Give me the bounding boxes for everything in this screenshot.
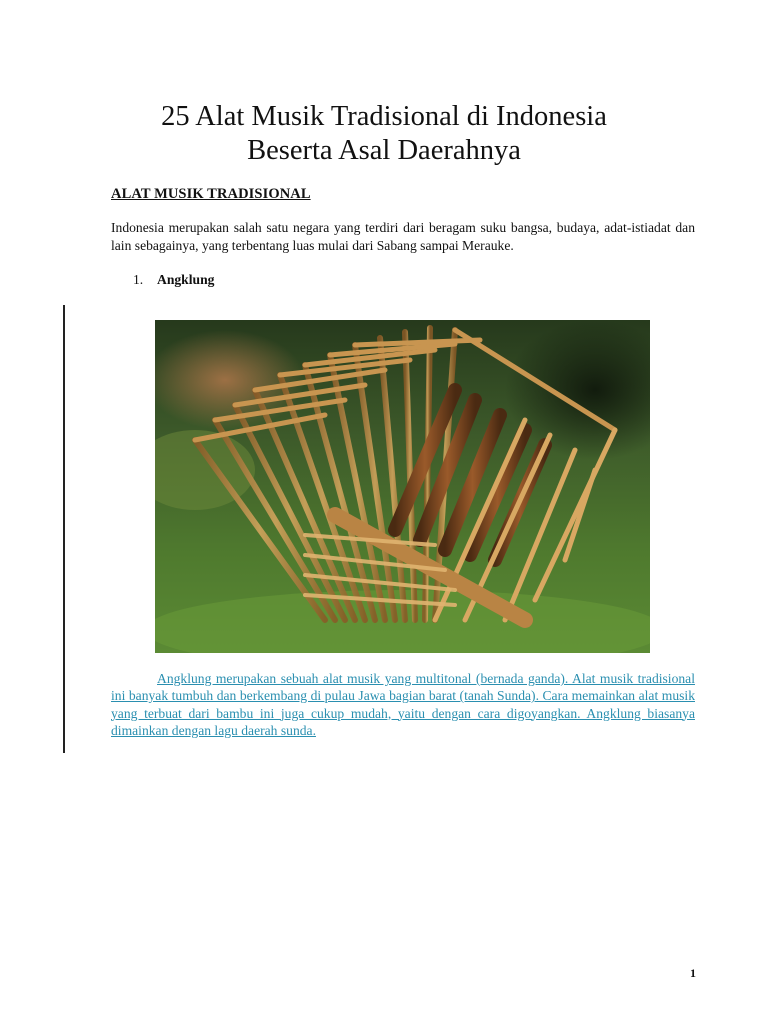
list-item-name: Angklung xyxy=(157,272,215,287)
intro-paragraph: Indonesia merupakan salah satu negara yang terdiri dari beragam suku bangsa, budaya, adat-istiadat dan lain sebagainya, yang terbentang luas mulai dari Sabang sampai Merauke. xyxy=(111,220,695,253)
list-item-number: 1. xyxy=(133,272,144,287)
angklung-description[interactable]: Angklung merupakan sebuah alat musik yang multitonal (bernada ganda). Alat musik tradisional ini banyak tumbuh dan berkembang di pulau Jawa bagian barat (tanah Sunda). Cara memainkan alat musik yang terbuat dari bambu ini juga cukup mudah, yaitu dengan cara digoyangkan. Angklung biasanya dimainkan dengan lagu daerah sunda. xyxy=(111,671,695,738)
revision-change-bar xyxy=(63,305,65,753)
document-title xyxy=(0,100,768,168)
title-line-2: Beserta Asal Daerahnya xyxy=(247,135,521,166)
angklung-photo xyxy=(155,320,650,653)
page-number: 1 xyxy=(690,966,696,980)
section-heading: ALAT MUSIK TRADISIONAL xyxy=(111,186,311,202)
title-line-1: 25 Alat Musik Tradisional di Indonesia xyxy=(161,101,607,132)
list-item xyxy=(133,272,214,288)
